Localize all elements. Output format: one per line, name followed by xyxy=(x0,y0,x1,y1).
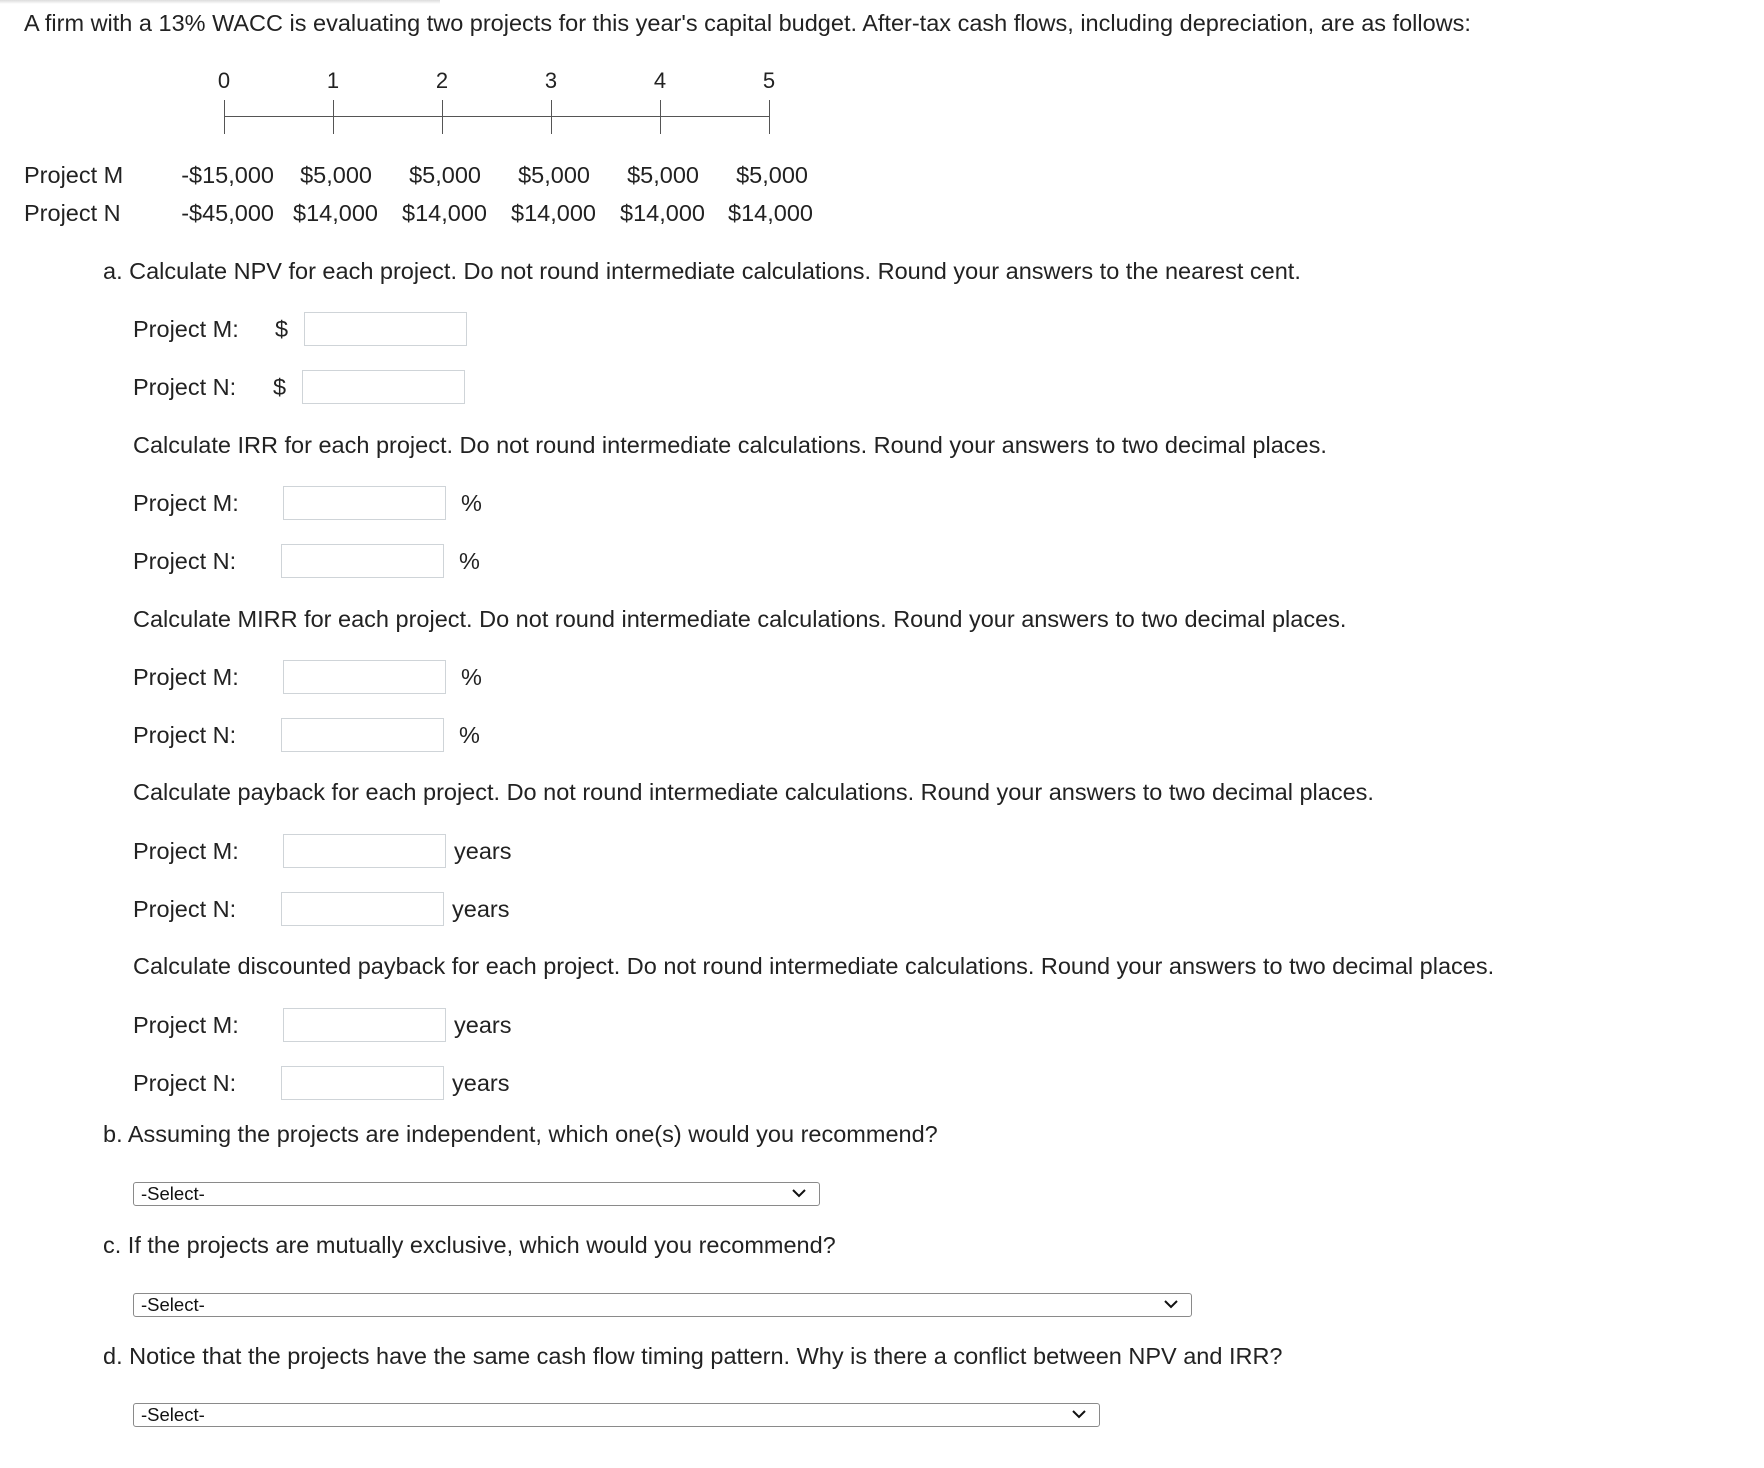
years-unit: years xyxy=(454,838,512,864)
project-m-cf-5: $5,000 xyxy=(736,162,808,188)
percent-unit: % xyxy=(459,548,480,574)
timeline-tick xyxy=(551,100,552,134)
timeline-tick xyxy=(333,100,334,134)
project-n-cf-5: $14,000 xyxy=(728,200,813,226)
project-n-cf-4: $14,000 xyxy=(620,200,705,226)
currency-symbol: $ xyxy=(273,374,287,400)
timeline-tick xyxy=(224,100,225,134)
part-d-select[interactable] xyxy=(133,1403,1100,1427)
project-m-cf-1: $5,000 xyxy=(300,162,372,188)
project-n-cf-1: $14,000 xyxy=(293,200,378,226)
percent-unit: % xyxy=(461,664,482,690)
part-c-select[interactable] xyxy=(133,1293,1192,1317)
irr-n-label: Project N: xyxy=(133,548,237,574)
chevron-down-icon xyxy=(1163,1296,1179,1312)
years-unit: years xyxy=(452,896,510,922)
chevron-down-icon xyxy=(1071,1406,1087,1422)
discounted-payback-n-input[interactable] xyxy=(281,1066,444,1100)
npv-prompt: a. Calculate NPV for each project. Do not round intermediate calculations. Round your answers to the nearest cent. xyxy=(103,258,1301,284)
currency-symbol: $ xyxy=(275,316,289,342)
project-m-cf-3: $5,000 xyxy=(518,162,590,188)
timeline-tick xyxy=(442,100,443,134)
payback-m-input[interactable] xyxy=(283,834,446,868)
mirr-prompt: Calculate MIRR for each project. Do not round intermediate calculations. Round your answers to two decimal places. xyxy=(133,606,1347,632)
project-m-cf-0: -$15,000 xyxy=(181,162,274,188)
npv-n-input[interactable] xyxy=(302,370,465,404)
irr-prompt: Calculate IRR for each project. Do not round intermediate calculations. Round your answers to two decimal places. xyxy=(133,432,1327,458)
project-n-cf-3: $14,000 xyxy=(511,200,596,226)
project-m-cf-2: $5,000 xyxy=(409,162,481,188)
timeline-axis xyxy=(224,116,770,117)
mirr-n-input[interactable] xyxy=(281,718,444,752)
top-border-shadow xyxy=(0,0,440,4)
years-unit: years xyxy=(452,1070,510,1096)
payback-n-input[interactable] xyxy=(281,892,444,926)
irr-m-label: Project M: xyxy=(133,490,239,516)
timeline xyxy=(224,100,770,136)
period-label: 5 xyxy=(762,68,776,93)
period-label: 3 xyxy=(544,68,558,93)
period-label: 2 xyxy=(435,68,449,93)
percent-unit: % xyxy=(459,722,480,748)
irr-m-input[interactable] xyxy=(283,486,446,520)
part-c-prompt: c. If the projects are mutually exclusive, which would you recommend? xyxy=(103,1232,836,1258)
project-m-cf-4: $5,000 xyxy=(627,162,699,188)
part-b-prompt: b. Assuming the projects are independent, which one(s) would you recommend? xyxy=(103,1121,938,1147)
part-b-selected-value: -Select- xyxy=(141,1183,205,1204)
mirr-m-input[interactable] xyxy=(283,660,446,694)
chevron-down-icon xyxy=(791,1185,807,1201)
timeline-tick xyxy=(769,100,770,134)
project-m-label: Project M xyxy=(24,162,124,188)
npv-m-label: Project M: xyxy=(133,316,239,342)
years-unit: years xyxy=(454,1012,512,1038)
timeline-tick xyxy=(660,100,661,134)
project-n-cf-0: -$45,000 xyxy=(181,200,274,226)
discounted-payback-m-label: Project M: xyxy=(133,1012,239,1038)
discounted-payback-m-input[interactable] xyxy=(283,1008,446,1042)
discounted-payback-n-label: Project N: xyxy=(133,1070,237,1096)
period-label: 0 xyxy=(217,68,231,93)
mirr-m-label: Project M: xyxy=(133,664,239,690)
project-n-cf-2: $14,000 xyxy=(402,200,487,226)
npv-n-label: Project N: xyxy=(133,374,237,400)
discounted-payback-prompt: Calculate discounted payback for each project. Do not round intermediate calculations. Round your answers to two decimal places. xyxy=(133,953,1495,979)
part-d-selected-value: -Select- xyxy=(141,1404,205,1425)
intro-text: A firm with a 13% WACC is evaluating two projects for this year's capital budget. After-tax cash flows, including depreciation, are as follows: xyxy=(24,10,1471,36)
period-label: 4 xyxy=(653,68,667,93)
payback-m-label: Project M: xyxy=(133,838,239,864)
project-n-label: Project N xyxy=(24,200,121,226)
payback-prompt: Calculate payback for each project. Do not round intermediate calculations. Round your answers to two decimal places. xyxy=(133,779,1374,805)
part-c-selected-value: -Select- xyxy=(141,1294,205,1315)
part-d-prompt: d. Notice that the projects have the same cash flow timing pattern. Why is there a conflict between NPV and IRR? xyxy=(103,1343,1283,1369)
irr-n-input[interactable] xyxy=(281,544,444,578)
npv-m-input[interactable] xyxy=(304,312,467,346)
mirr-n-label: Project N: xyxy=(133,722,237,748)
period-label: 1 xyxy=(326,68,340,93)
percent-unit: % xyxy=(461,490,482,516)
part-b-select[interactable] xyxy=(133,1182,820,1206)
payback-n-label: Project N: xyxy=(133,896,237,922)
